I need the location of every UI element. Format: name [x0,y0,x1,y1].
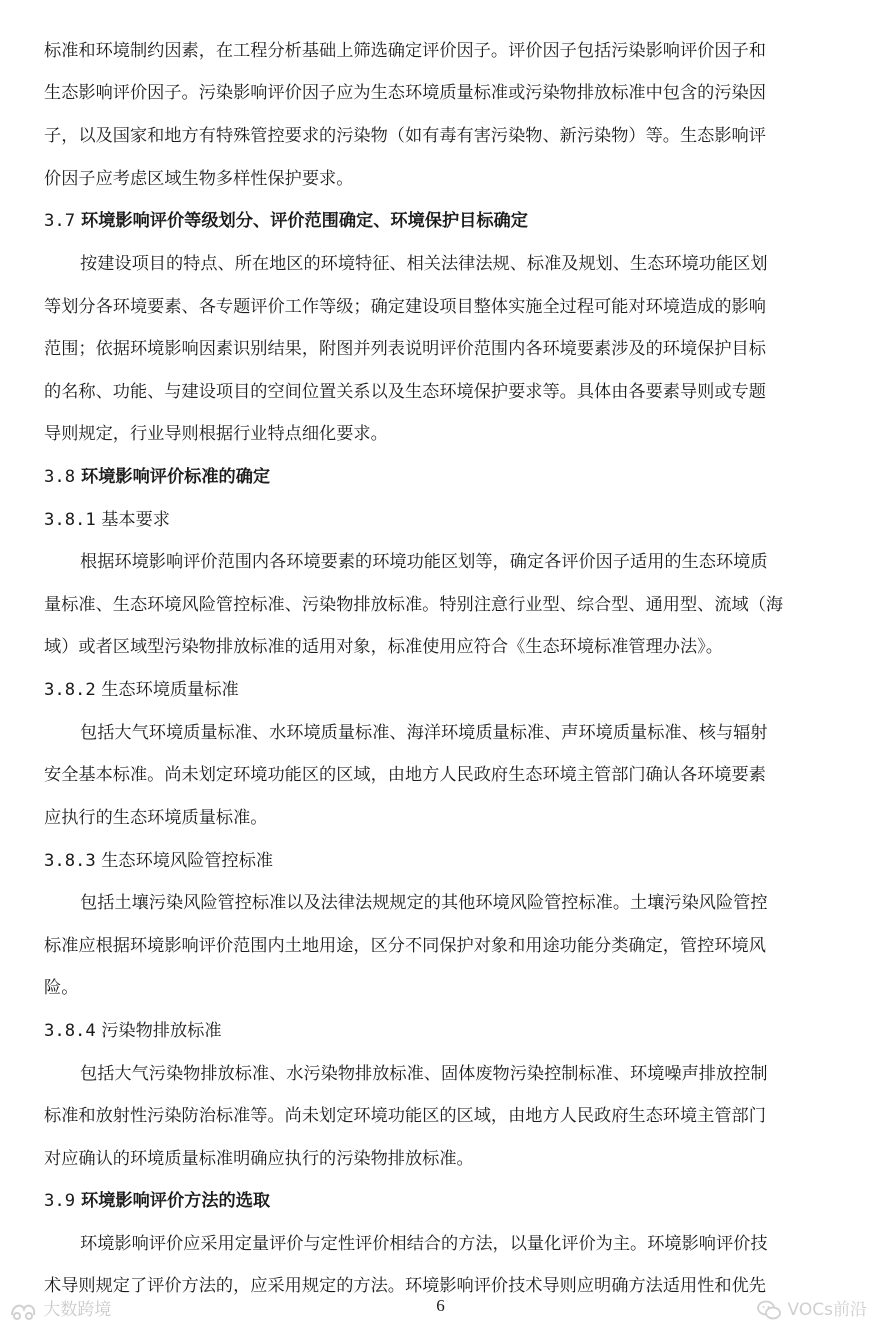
subsection-title: 生态环境风险管控标准 [101,851,274,871]
subsection-heading-3-8-1 [44,507,170,533]
text-line: 范围；依据环境影响因素识别结果，附图并列表说明评价范围内各环境要素涉及的环境保护目标 [44,339,766,359]
text-line: 包括土壤污染风险管控标准以及法律法规规定的其他环境风险管控标准。土壤污染风险管控 [80,893,768,913]
text-line: 等划分各环境要素、各专题评价工作等级；确定建设项目整体实施全过程可能对环境造成的影响 [44,297,766,317]
text-line: 包括大气污染物排放标准、水污染物排放标准、固体废物污染控制标准、环境噪声排放控制 [80,1064,768,1084]
watermark-left-text: 大数跨境 [43,1300,112,1320]
text-line: 的名称、功能、与建设项目的空间位置关系以及生态环境保护要求等。具体由各要素导则或专题 [44,382,766,402]
section-title: 环境影响评价方法的选取 [81,1191,271,1211]
section-title: 环境影响评价标准的确定 [81,467,271,487]
section-number: 3.7 [44,211,76,231]
wechat-icon [756,1299,782,1321]
text-line: 险。 [44,978,79,998]
text-line: 标准应根据环境影响评价范围内土地用途，区分不同保护对象和用途功能分类确定，管控环境风 [44,936,766,956]
text-line: 量标准、生态环境风险管控标准、污染物排放标准。特别注意行业型、综合型、通用型、流域（海 [44,595,784,615]
page-number: 6 [436,1296,445,1315]
text-line: 应执行的生态环境质量标准。 [44,808,268,828]
text-line: 生态影响评价因子。污染影响评价因子应为生态环境质量标准或污染物排放标准中包含的污染因 [44,83,766,103]
text-line: 标准和环境制约因素，在工程分析基础上筛选确定评价因子。评价因子包括污染影响评价因子和 [44,41,766,61]
text-line: 环境影响评价应采用定量评价与定性评价相结合的方法，以量化评价为主。环境影响评价技 [80,1234,768,1254]
watermark-logo-icon [8,1299,38,1321]
subsection-number: 3.8.3 [44,851,96,871]
watermark-left [8,1296,111,1324]
subsection-heading-3-8-2 [44,677,239,703]
subsection-number: 3.8.1 [44,510,96,530]
subsection-heading-3-8-4 [44,1018,222,1044]
text-line: 对应确认的环境质量标准明确应执行的污染物排放标准。 [44,1149,474,1169]
section-heading-3-8 [44,464,270,490]
section-heading-3-7 [44,208,528,234]
section-heading-3-9 [44,1188,270,1214]
text-line: 根据环境影响评价范围内各环境要素的环境功能区划等，确定各评价因子适用的生态环境质 [80,552,768,572]
text-line: 导则规定，行业导则根据行业特点细化要求。 [44,424,388,444]
text-line: 标准和放射性污染防治标准等。尚未划定环境功能区的区域，由地方人民政府生态环境主管部门 [44,1106,766,1126]
subsection-number: 3.8.4 [44,1021,96,1041]
subsection-number: 3.8.2 [44,680,96,700]
text-line: 安全基本标准。尚未划定环境功能区的区域，由地方人民政府生态环境主管部门确认各环境要素 [44,765,766,785]
text-line: 子，以及国家和地方有特殊管控要求的污染物（如有毒有害污染物、新污染物）等。生态影响评 [44,126,766,146]
section-title: 环境影响评价等级划分、评价范围确定、环境保护目标确定 [81,211,528,231]
text-line: 按建设项目的特点、所在地区的环境特征、相关法律法规、标准及规划、生态环境功能区划 [80,254,768,274]
text-line: 域）或者区域型污染物排放标准的适用对象，标准使用应符合《生态环境标准管理办法》。 [44,637,723,657]
text-line: 术导则规定了评价方法的，应采用规定的方法。环境影响评价技术导则应明确方法适用性和优先 [44,1276,766,1296]
subsection-title: 基本要求 [101,510,170,530]
section-number: 3.8 [44,467,76,487]
text-line: 包括大气环境质量标准、水环境质量标准、海洋环境质量标准、声环境质量标准、核与辐射 [80,723,768,743]
watermark-right [756,1296,867,1324]
subsection-heading-3-8-3 [44,848,273,874]
subsection-title: 生态环境质量标准 [101,680,239,700]
text-line: 价因子应考虑区域生物多样性保护要求。 [44,169,354,189]
section-number: 3.9 [44,1191,76,1211]
watermark-right-text: VOCs前沿 [787,1300,867,1320]
subsection-title: 污染物排放标准 [101,1021,222,1041]
